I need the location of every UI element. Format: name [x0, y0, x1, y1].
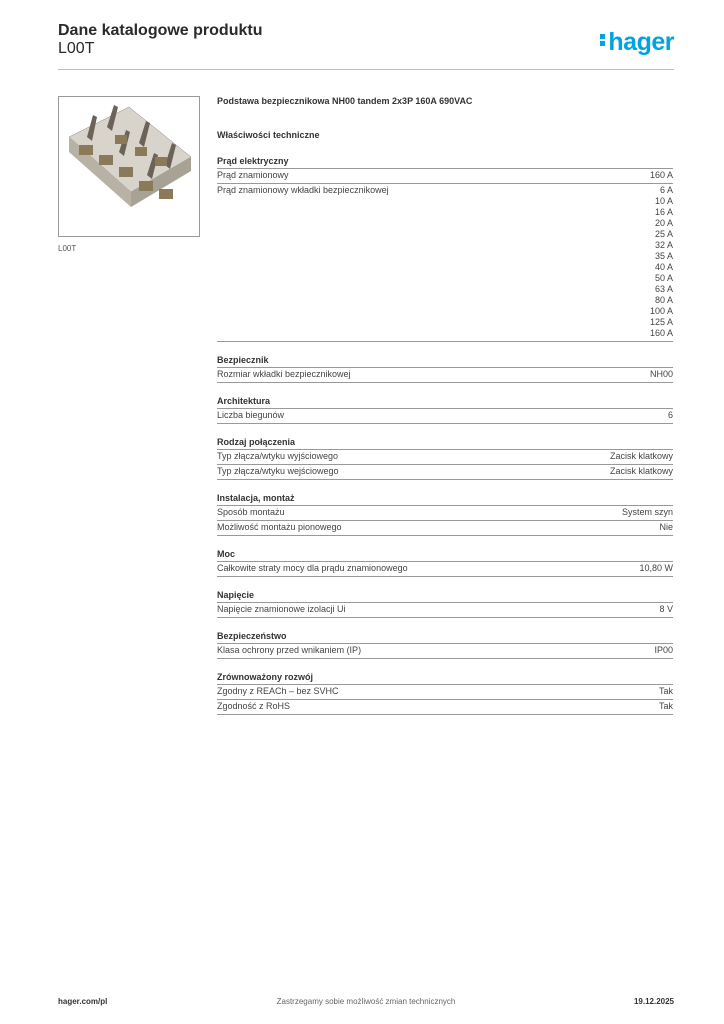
property-value [650, 369, 673, 380]
property-value [639, 563, 673, 574]
property-value-item: 20 A [654, 218, 673, 228]
group-title: Napięcie [217, 589, 673, 603]
property-row [217, 521, 673, 536]
image-caption: L00T [58, 244, 77, 253]
logo-dots-icon [600, 32, 605, 48]
property-group [217, 354, 673, 383]
property-label: Napięcie znamionowe izolacji Ui [217, 604, 346, 614]
group-title: Bezpiecznik [217, 354, 673, 368]
property-value-item: Tak [658, 686, 673, 696]
property-row [217, 506, 673, 521]
property-value-item: IP00 [654, 645, 673, 655]
property-group [217, 395, 673, 424]
footer-notice: Zastrzegamy sobie możliwość zmian technicznych [276, 997, 456, 1006]
property-group [217, 436, 673, 480]
logo-text: hager [608, 28, 674, 56]
property-value-item: Nie [659, 522, 673, 532]
property-label: Typ złącza/wtyku wyjściowego [217, 451, 339, 461]
property-value [622, 507, 673, 518]
property-value-item: 6 [667, 410, 673, 420]
footer-website: hager.com/pl [58, 997, 108, 1006]
property-value [659, 701, 673, 712]
group-title: Prąd elektryczny [217, 155, 673, 169]
property-label: Liczba biegunów [217, 410, 285, 420]
property-value-item: 63 A [654, 284, 673, 294]
property-row [217, 169, 673, 184]
property-value [610, 466, 673, 477]
property-row [217, 368, 673, 383]
property-value-item: NH00 [649, 369, 673, 379]
property-value-item: 100 A [649, 306, 673, 316]
group-title: Zrównoważony rozwój [217, 671, 673, 685]
property-label: Prąd znamionowy [217, 170, 289, 180]
property-value [659, 686, 673, 697]
property-value-item: 16 A [654, 207, 673, 217]
hager-logo [600, 28, 674, 57]
property-group [217, 630, 673, 659]
property-row [217, 603, 673, 618]
property-value-item: 6 A [659, 185, 673, 195]
property-label: Rozmiar wkładki bezpiecznikowej [217, 369, 351, 379]
property-value [659, 522, 673, 533]
property-value [610, 451, 673, 462]
property-group [217, 589, 673, 618]
property-value-item: 8 V [659, 604, 673, 614]
group-title: Rodzaj połączenia [217, 436, 673, 450]
group-title: Moc [217, 548, 673, 562]
fuse-base-illustration [59, 97, 199, 236]
property-value-item: 160 A [649, 328, 673, 338]
property-value-item: Zacisk klatkowy [609, 451, 673, 461]
property-row [217, 465, 673, 480]
property-value-item: 10,80 W [639, 563, 673, 573]
property-row [217, 409, 673, 424]
footer-date: 19.12.2025 [633, 997, 674, 1006]
property-label: Sposób montażu [217, 507, 285, 517]
property-value [654, 645, 673, 656]
product-image [58, 96, 200, 237]
property-value-item: 125 A [649, 317, 673, 327]
property-row [217, 685, 673, 700]
property-value-item: 10 A [654, 196, 673, 206]
property-value-item: Tak [658, 701, 673, 711]
property-row [217, 450, 673, 465]
property-value-item: 160 A [649, 170, 673, 180]
product-description: Podstawa bezpiecznikowa NH00 tandem 2x3P 160A 690VAC [217, 96, 473, 106]
property-label: Zgodny z REACh – bez SVHC [217, 686, 339, 696]
property-value-item: 35 A [654, 251, 673, 261]
property-groups [217, 155, 673, 715]
page-footer [58, 997, 674, 1009]
property-label: Typ złącza/wtyku wejściowego [217, 466, 339, 476]
property-group [217, 548, 673, 577]
technical-properties-heading: Właściwości techniczne [217, 130, 320, 140]
property-row [217, 562, 673, 577]
property-value-item: 50 A [654, 273, 673, 283]
property-value [668, 410, 673, 421]
property-label: Zgodność z RoHS [217, 701, 291, 711]
group-title: Architektura [217, 395, 673, 409]
property-value-item: Zacisk klatkowy [609, 466, 673, 476]
property-value [650, 185, 673, 339]
property-value [650, 170, 673, 181]
property-row [217, 644, 673, 659]
property-label: Możliwość montażu pionowego [217, 522, 342, 532]
page-title: Dane katalogowe produktu [58, 22, 263, 39]
group-title: Bezpieczeństwo [217, 630, 673, 644]
product-data [217, 96, 673, 715]
property-value-item: System szyn [621, 507, 673, 517]
property-label: Prąd znamionowy wkładki bezpiecznikowej [217, 185, 389, 195]
property-group [217, 155, 673, 342]
property-value-item: 40 A [654, 262, 673, 272]
property-row [217, 184, 673, 342]
property-value-item: 80 A [654, 295, 673, 305]
group-title: Instalacja, montaż [217, 492, 673, 506]
property-group [217, 671, 673, 715]
property-value-item: 32 A [654, 240, 673, 250]
header-divider [58, 69, 674, 70]
product-code: L00T [58, 40, 95, 57]
property-row [217, 700, 673, 715]
property-value-item: 25 A [654, 229, 673, 239]
property-label: Klasa ochrony przed wnikaniem (IP) [217, 645, 362, 655]
property-label: Całkowite straty mocy dla prądu znamionowego [217, 563, 408, 573]
property-group [217, 492, 673, 536]
property-value [659, 604, 673, 615]
page-header [58, 22, 674, 70]
